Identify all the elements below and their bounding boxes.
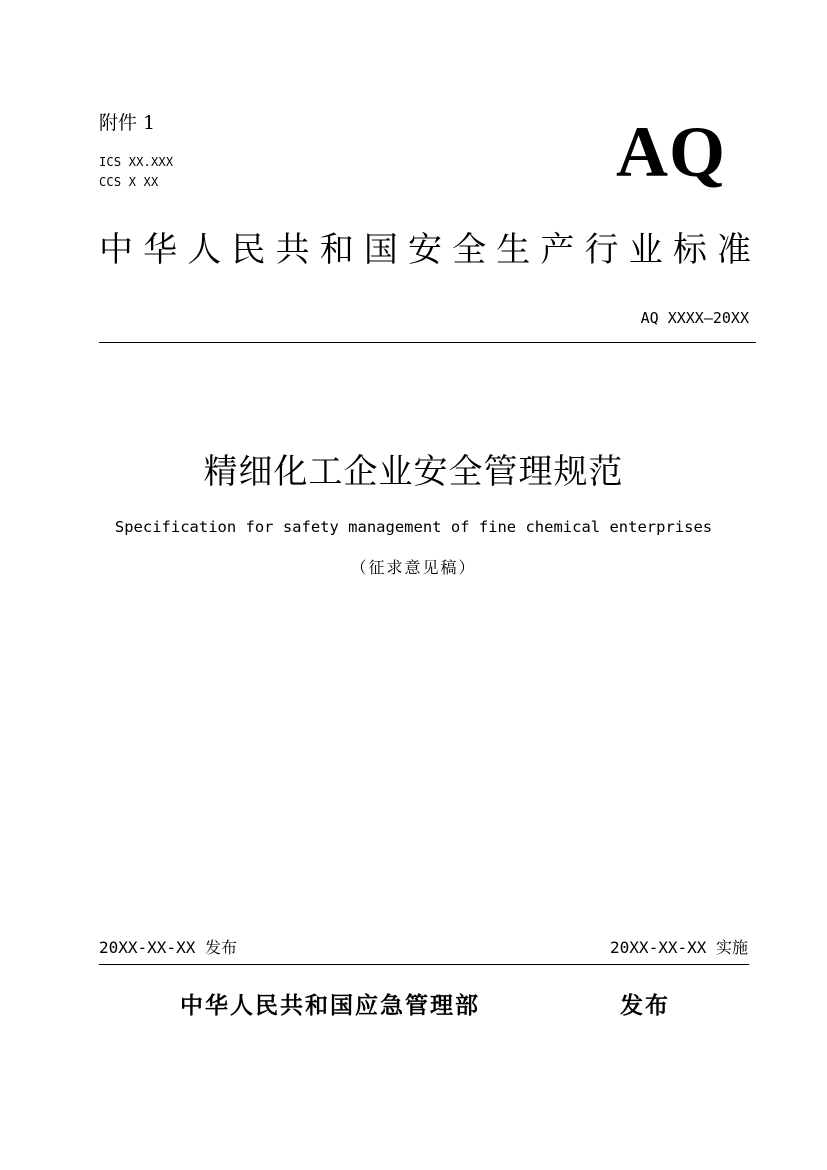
category-char: 全	[452, 230, 487, 270]
category-char: 产	[540, 230, 575, 270]
standard-number: AQ XXXX—20XX	[640, 309, 749, 327]
publish-date: 20XX-XX-XX 发布	[99, 938, 237, 957]
category-char: 业	[628, 230, 663, 270]
category-char: 共	[275, 230, 310, 270]
attachment-label: 附件 1	[99, 112, 156, 134]
draft-note: （征求意见稿）	[350, 558, 477, 577]
category-char: 和	[319, 230, 354, 270]
document-title: 精细化工企业安全管理规范	[203, 452, 624, 492]
category-char: 国	[363, 230, 398, 270]
category-char: 人	[187, 230, 222, 270]
bottom-divider	[99, 964, 749, 965]
top-divider	[99, 342, 756, 343]
category-char: 安	[407, 230, 442, 270]
category-char: 准	[716, 230, 751, 270]
category-char: 华	[143, 230, 178, 270]
aq-logo: AQ	[616, 112, 726, 192]
category-char: 标	[672, 230, 707, 270]
ccs-code: CCS X XX	[99, 175, 159, 189]
issue-action: 发布	[620, 993, 670, 1019]
category-char: 民	[231, 230, 266, 270]
document-title-english: Specification for safety management of fine chemical enterprises	[114, 518, 713, 536]
category-char: 中	[99, 230, 133, 270]
category-char: 生	[496, 230, 531, 270]
standard-category	[99, 226, 751, 274]
ics-code: ICS XX.XXX	[99, 155, 174, 169]
category-char: 行	[584, 230, 619, 270]
implementation-date: 20XX-XX-XX 实施	[610, 938, 748, 957]
issuing-organization: 中华人民共和国应急管理部	[180, 993, 480, 1019]
